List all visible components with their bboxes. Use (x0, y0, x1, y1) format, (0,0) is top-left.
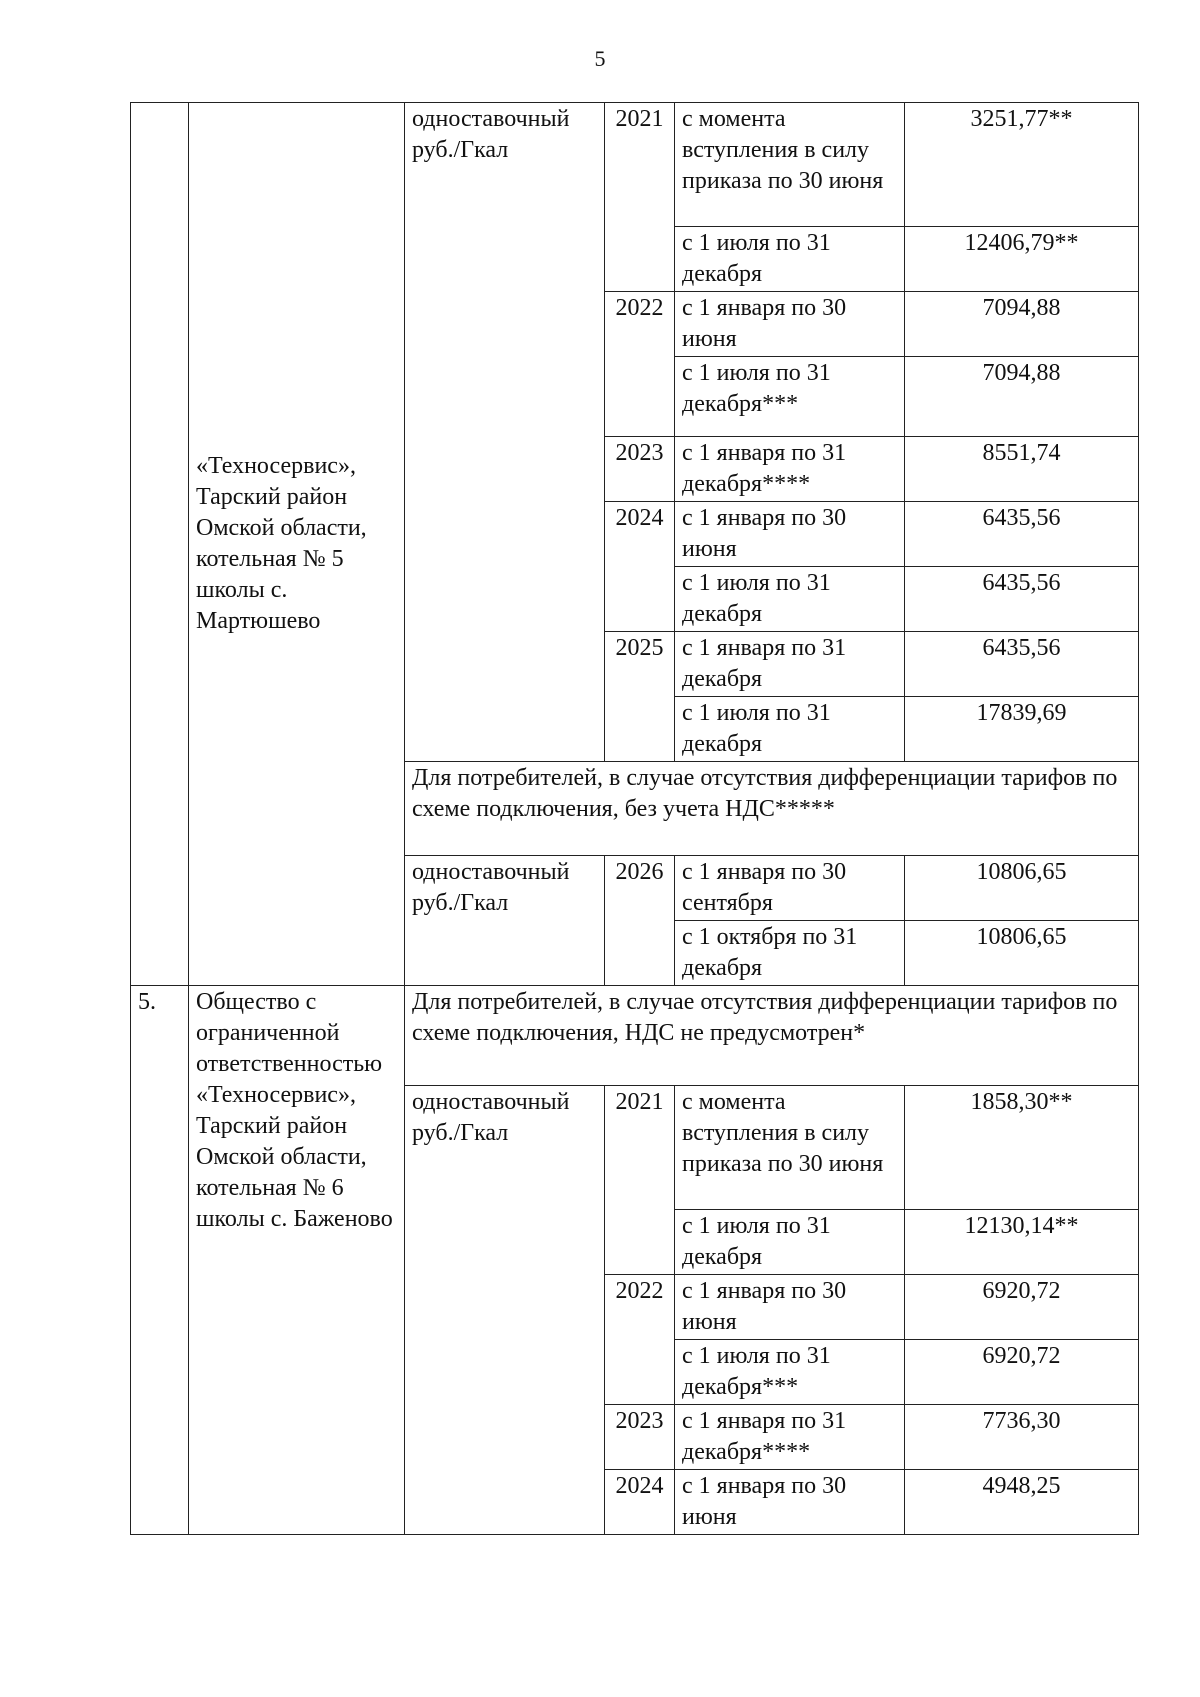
value-cell: 10806,65 (905, 856, 1139, 921)
period-cell: с 1 июля по 31 декабря (675, 697, 905, 762)
value-cell: 12130,14** (905, 1210, 1139, 1275)
value-cell: 7736,30 (905, 1405, 1139, 1470)
period-cell: с 1 июля по 31 декабря (675, 567, 905, 632)
tariff-kind-cell (405, 1086, 605, 1535)
tariff-kind-cell (405, 103, 605, 762)
year-cell: 2021 (605, 103, 675, 292)
tariff-table (130, 102, 1139, 1535)
value-cell: 17839,69 (905, 697, 1139, 762)
year-cell: 2022 (605, 1275, 675, 1405)
period-cell: с 1 января по 30 сентября (675, 856, 905, 921)
year-cell: 2024 (605, 1470, 675, 1535)
value-cell: 12406,79** (905, 227, 1139, 292)
year-cell: 2023 (605, 1405, 675, 1470)
year-cell: 2021 (605, 1086, 675, 1275)
period-cell: с момента вступления в силу приказа по 30 июня (675, 1086, 905, 1210)
period-cell: с 1 января по 30 июня (675, 1275, 905, 1340)
value-cell: 6920,72 (905, 1340, 1139, 1405)
period-cell: с 1 октября по 31 декабря (675, 921, 905, 986)
period-cell: с 1 июля по 31 декабря*** (675, 357, 905, 437)
period-cell: с 1 июля по 31 декабря (675, 227, 905, 292)
organization-name: Общество с ограниченной ответственностью «Техносервис», Тарский район Омской области, котельная № 6 школы с. Баженово (196, 989, 393, 1232)
organization-cell (189, 986, 405, 1535)
year-cell: 2023 (605, 437, 675, 502)
period-cell: с 1 июля по 31 декабря*** (675, 1340, 905, 1405)
note-cell: Для потребителей, в случае отсутствия дифференциации тарифов по схеме подключения, без учета НДС***** (405, 762, 1139, 856)
value-cell: 7094,88 (905, 292, 1139, 357)
value-cell: 8551,74 (905, 437, 1139, 502)
year-cell: 2025 (605, 632, 675, 762)
tariff-kind: одноставочный руб./Гкал (412, 106, 570, 163)
value-cell: 3251,77** (905, 103, 1139, 227)
organization-cell (189, 103, 405, 986)
note-cell: Для потребителей, в случае отсутствия дифференциации тарифов по схеме подключения, НДС не предусмотрен* (405, 986, 1139, 1086)
value-cell: 10806,65 (905, 921, 1139, 986)
table-row (131, 986, 1139, 1086)
period-cell: с 1 января по 31 декабря**** (675, 437, 905, 502)
period-cell: с 1 июля по 31 декабря (675, 1210, 905, 1275)
page-number: 5 (594, 46, 606, 71)
row-number-cell: 5. (131, 986, 189, 1535)
value-cell: 1858,30** (905, 1086, 1139, 1210)
period-cell: с 1 января по 30 июня (675, 1470, 905, 1535)
row-number-cell (131, 103, 189, 986)
year-cell: 2022 (605, 292, 675, 437)
tariff-kind-cell (405, 856, 605, 986)
value-cell: 6435,56 (905, 567, 1139, 632)
value-cell: 6920,72 (905, 1275, 1139, 1340)
period-cell: с 1 января по 31 декабря (675, 632, 905, 697)
period-cell: с момента вступления в силу приказа по 30 июня (675, 103, 905, 227)
organization-name: «Техносервис», Тарский район Омской области, котельная № 5 школы с. Мартюшево (196, 453, 367, 634)
value-cell: 6435,56 (905, 502, 1139, 567)
year-cell: 2026 (605, 856, 675, 986)
period-cell: с 1 января по 31 декабря**** (675, 1405, 905, 1470)
value-cell: 4948,25 (905, 1470, 1139, 1535)
tariff-kind: одноставочный руб./Гкал (412, 1089, 570, 1146)
period-cell: с 1 января по 30 июня (675, 292, 905, 357)
value-cell: 6435,56 (905, 632, 1139, 697)
year-cell: 2024 (605, 502, 675, 632)
table-row (131, 103, 1139, 227)
tariff-kind: одноставочный руб./Гкал (412, 859, 570, 916)
period-cell: с 1 января по 30 июня (675, 502, 905, 567)
value-cell: 7094,88 (905, 357, 1139, 437)
